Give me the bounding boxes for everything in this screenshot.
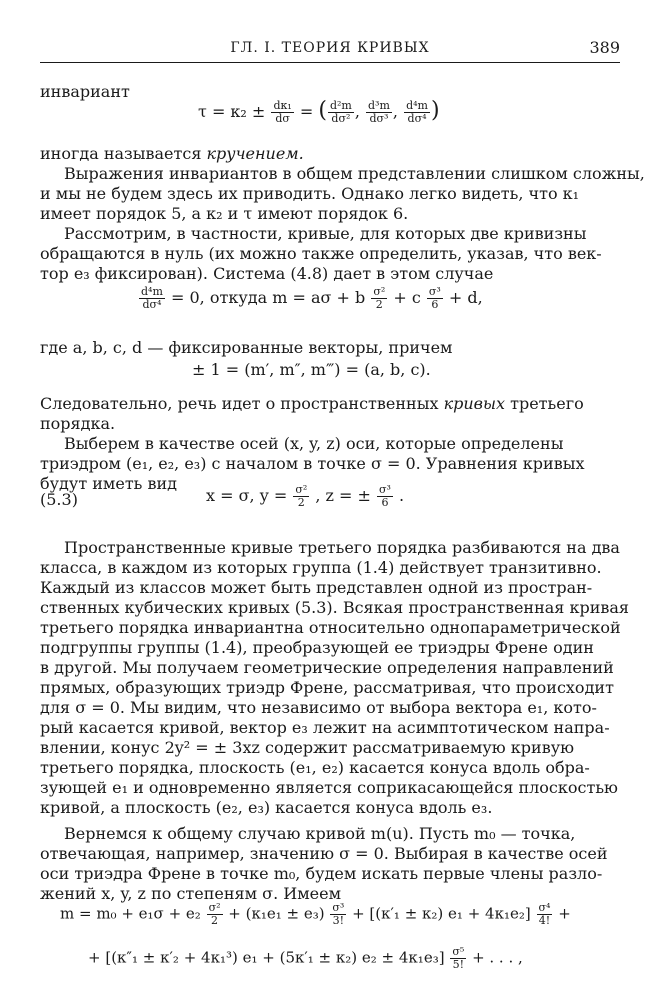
text-line: Вернемся к общему случаю кривой m(u). Пусть m₀ — точка, [64, 824, 576, 843]
text-line: влении, конус 2y² = ± 3xz содержит рассматриваемую кривую [40, 738, 575, 757]
formula-triple: ± 1 = (m′, m″, m‴) = (a, b, c). [192, 360, 431, 379]
text-line: Каждый из классов может быть представлен одной из простран- [40, 578, 593, 597]
text-line: в другой. Мы получаем геометрические определения направлений [40, 658, 614, 677]
page-number: 389 [589, 38, 620, 57]
text-line: оси триэдра Френе в точке m₀, будем искать первые члены разло- [40, 864, 603, 883]
text-line: подгруппы группы (1.4), преобразующей ее триэдры Френе один [40, 638, 594, 657]
text-line: и мы не будем здесь их приводить. Однако легко видеть, что κ₁ [40, 184, 580, 203]
text-line: инвариант [40, 82, 130, 101]
formula-torsion: τ = κ₂ ± $\frac{\text{dκ₁}}{d\sigma}$ = ( $\frac{\text{d²m}}{\text{dσ²}}$ , $\frac{\text{d³m}}{\text{dσ³}}$ , $\frac{\text{d⁴m}}{\text{dσ⁴}}$ ) [198, 98, 440, 125]
formula-cubic: x = σ, y = $\frac{\text{σ²}}{2}$ , z = ± $\frac{\text{σ³}}{6}$ . [206, 483, 405, 510]
text-line: отвечающая, например, значению σ = 0. Выбирая в качестве осей [40, 844, 608, 863]
text-line: порядка. [40, 414, 116, 433]
formula-expansion-1: m = m₀ + e₁σ + e₂ $\frac{\text{σ²}}{2}$ + (κ₁e₁ ± e₃) $\frac{\text{σ³}}{3!}$ + [(κ′₁ ± κ₂) e₁ + 4κ₁e₂] $\frac{\text{σ⁴}}{4!}$ + [60, 901, 571, 928]
text-line: зующей e₁ и одновременно является соприкасающейся плоскостью [40, 778, 618, 797]
text-line: имеет порядок 5, а κ₂ и τ имеют порядок 6. [40, 204, 409, 223]
text-line: Пространственные кривые третьего порядка разбиваются на два [64, 538, 620, 557]
text-line: обращаются в нуль (их можно также определить, указав, что век- [40, 244, 602, 263]
chapter-title: ГЛ. I. ТЕОРИЯ КРИВЫХ [230, 40, 430, 56]
running-header [40, 40, 620, 63]
text-line: ственных кубических кривых (5.3). Всякая пространственная кривая [40, 598, 630, 617]
text-line: Следовательно, речь идет о пространственных кривых третьего [40, 394, 584, 413]
text-line: будут иметь вид [40, 474, 177, 493]
text-line: рый касается кривой, вектор e₃ лежит на асимптотическом напра- [40, 718, 610, 737]
text-line: Выберем в качестве осей (x, y, z) оси, которые определены [64, 434, 564, 453]
text-line: жений x, y, z по степеням σ. Имеем [40, 884, 342, 903]
text-line: Выражения инвариантов в общем представлении слишком сложны, [64, 164, 645, 183]
text-line: третьего порядка, плоскость (e₁, e₂) касается конуса вдоль обра- [40, 758, 590, 777]
formula-expansion-2: + [(κ″₁ ± κ′₂ + 4κ₁³) e₁ + (5κ′₁ ± κ₂) e₂ ± 4κ₁e₃] $\frac{\text{σ⁵}}{5!}$ + . . . , [88, 945, 523, 972]
text-line: где a, b, c, d — фиксированные векторы, причем [40, 338, 453, 357]
text-line: иногда называется кручением. [40, 144, 304, 163]
formula-curve: $\frac{\text{d⁴m}}{\text{dσ⁴}}$ = 0, откуда m = aσ + b $\frac{\text{σ²}}{2}$ + c $\frac{\text{σ³}}{6}$ + d, [141, 285, 483, 312]
text-line: для σ = 0. Мы видим, что независимо от выбора вектора e₁, кото- [40, 698, 597, 717]
text-line: Рассмотрим, в частности, кривые, для которых две кривизны [64, 224, 587, 243]
text-line: прямых, образующих триэдр Френе, рассматривая, что происходит [40, 678, 614, 697]
text-line: триэдром (e₁, e₂, e₃) с началом в точке σ = 0. Уравнения кривых [40, 454, 585, 473]
text-line: третьего порядка инвариантна относительно однопараметрической [40, 618, 621, 637]
text-line: класса, в каждом из которых группа (1.4) действует транзитивно. [40, 558, 602, 577]
equation-label: (5.3) [40, 490, 78, 509]
text-line: тор e₃ фиксирован). Система (4.8) дает в этом случае [40, 264, 494, 283]
text-line: кривой, а плоскость (e₂, e₃) касается конуса вдоль e₃. [40, 798, 493, 817]
